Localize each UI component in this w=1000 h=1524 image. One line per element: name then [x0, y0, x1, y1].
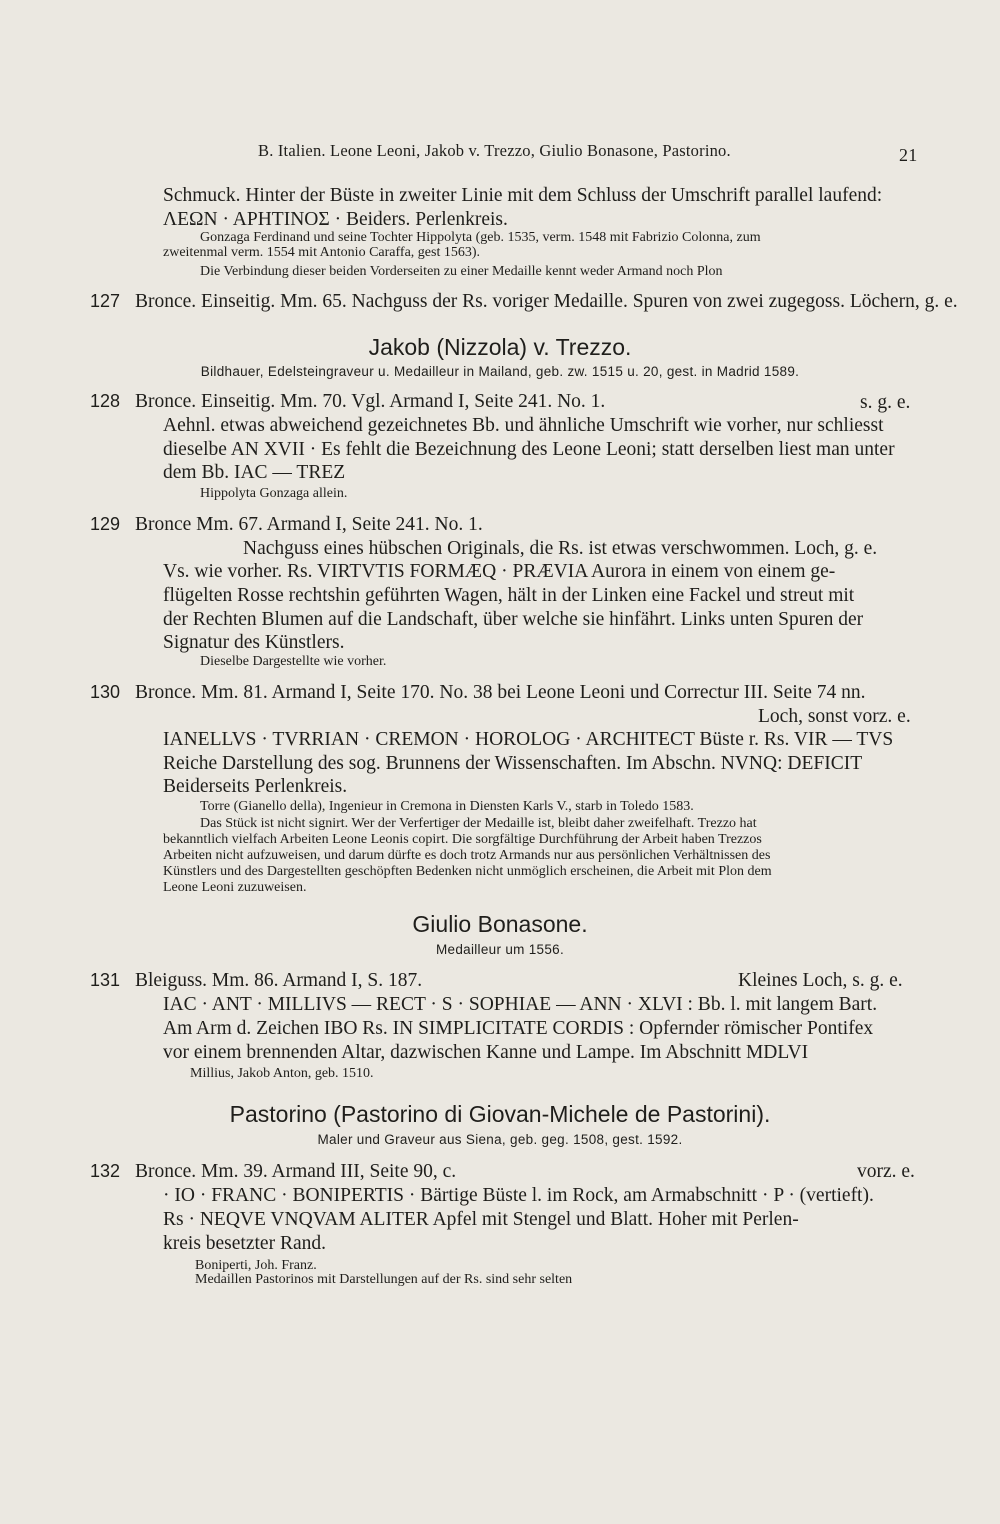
- entry-line: Am Arm d. Zeichen IBO Rs. IN SIMPLICITATE CORDIS : Opfernder römischer Pontifex: [163, 1018, 874, 1039]
- entry-line: Bronce. Mm. 81. Armand I, Seite 170. No. 38 bei Leone Leoni und Correctur III. Seite 74 nn.: [135, 682, 866, 703]
- entry-condition: s. g. e.: [860, 392, 911, 413]
- footnote-line: zweitenmal verm. 1554 mit Antonio Caraffa, gest 1563).: [163, 245, 481, 260]
- section-title: Jakob (Nizzola) v. Trezzo.: [368, 334, 632, 360]
- entry-line: IAC · ANT · MILLIVS — RECT · S · SOPHIAE — ANN · XLVI : Bb. l. mit langem Bart.: [163, 994, 878, 1015]
- footnote-line: Leone Leoni zuzuweisen.: [163, 880, 307, 895]
- entry-line: Bronce. Einseitig. Mm. 65. Nachguss der Rs. voriger Medaille. Spuren von zwei zugegoss. Löchern, g. e.: [135, 291, 958, 312]
- entry-line: vor einem brennenden Altar, dazwischen Kanne und Lampe. Im Abschnitt MDLVI: [163, 1042, 809, 1063]
- intro-line: ΛΕΩΝ · ΑΡΗΤΙΝΟΣ · Beiders. Perlenkreis.: [163, 209, 508, 230]
- footnote-line: Medaillen Pastorinos mit Darstellungen auf der Rs. sind sehr selten: [195, 1272, 573, 1287]
- footnote-line: Arbeiten nicht aufzuweisen, und darum dürfte es doch trotz Armands nur aus persönlichen Verhältnissen des: [163, 848, 771, 863]
- footnote-line: Hippolyta Gonzaga allein.: [200, 486, 348, 501]
- entry-line: Reiche Darstellung des sog. Brunnens der Wissenschaften. Im Abschn. NVNQ: DEFICIT: [163, 753, 863, 774]
- running-title: B. Italien. Leone Leoni, Jakob v. Trezzo, Giulio Bonasone, Pastorino.: [258, 141, 731, 160]
- footnote-line: Millius, Jakob Anton, geb. 1510.: [190, 1066, 374, 1081]
- intro-line: Schmuck. Hinter der Büste in zweiter Linie mit dem Schluss der Umschrift parallel laufend:: [163, 185, 883, 206]
- entry-condition: vorz. e.: [857, 1161, 915, 1182]
- entry-line: Bleiguss. Mm. 86. Armand I, S. 187.: [135, 970, 423, 991]
- entry-condition: Kleines Loch, s. g. e.: [738, 970, 903, 991]
- entry-number: 131: [90, 970, 121, 990]
- entry-number: 129: [90, 514, 121, 534]
- footnote-line: Torre (Gianello della), Ingenieur in Cremona in Diensten Karls V., starb in Toledo 1583.: [200, 799, 694, 814]
- entry-condition: Loch, sonst vorz. e.: [758, 706, 911, 727]
- entry-line: Bronce. Einseitig. Mm. 70. Vgl. Armand I, Seite 241. No. 1.: [135, 391, 606, 412]
- footnote-line: Die Verbindung dieser beiden Vorderseiten zu einer Medaille kennt weder Armand noch Plon: [200, 264, 723, 279]
- entry-line: Rs · NEQVE VNQVAM ALITER Apfel mit Stengel und Blatt. Hoher mit Perlen-: [163, 1209, 799, 1230]
- entry-line: Vs. wie vorher. Rs. VIRTVTIS FORMÆQ · PRÆVIA Aurora in einem von einem ge-: [163, 561, 836, 582]
- entry-line: Signatur des Künstlers.: [163, 632, 345, 653]
- section-title: Pastorino (Pastorino di Giovan-Michele de Pastorini).: [229, 1101, 771, 1127]
- entry-line: Beiderseits Perlenkreis.: [163, 776, 348, 797]
- entry-line: der Rechten Blumen auf die Landschaft, über welche sie hinfährt. Links unten Spuren der: [163, 609, 864, 630]
- section-subtitle: Bildhauer, Edelsteingraveur u. Medailleur in Mailand, geb. zw. 1515 u. 20, gest. in Madrid 1589.: [200, 364, 800, 379]
- entry-line: dieselbe AN XVII · Es fehlt die Bezeichnung des Leone Leoni; statt derselben liest man unter: [163, 439, 895, 460]
- footnote-line: Das Stück ist nicht signirt. Wer der Verfertiger der Medaille ist, bleibt daher zweifelhaft. Trezzo hat: [200, 816, 757, 831]
- page-number: 21: [899, 145, 918, 165]
- footnote-line: Dieselbe Dargestellte wie vorher.: [200, 654, 387, 669]
- entry-line: Bronce Mm. 67. Armand I, Seite 241. No. 1.: [135, 514, 483, 535]
- entry-line: IANELLVS · TVRRIAN · CREMON · HOROLOG · ARCHITECT Büste r. Rs. VIR — TVS: [163, 729, 894, 750]
- entry-line: Nachguss eines hübschen Originals, die Rs. ist etwas verschwommen. Loch, g. e.: [243, 538, 878, 559]
- entry-line: flügelten Rosse rechtshin geführten Wagen, hält in der Linken eine Fackel und streut mit: [163, 585, 855, 606]
- entry-number: 128: [90, 391, 121, 411]
- entry-line: kreis besetzter Rand.: [163, 1233, 326, 1254]
- entry-number: 132: [90, 1161, 121, 1181]
- entry-line: · IO · FRANC · BONIPERTIS · Bärtige Büste l. im Rock, am Armabschnitt · P · (vertieft).: [163, 1185, 874, 1206]
- entry-line: dem Bb. IAC — TREZ: [163, 462, 346, 483]
- entry-number: 127: [90, 291, 121, 311]
- footnote-line: Künstlers und des Dargestellten geschöpften Bedenken nicht unmöglich erscheinen, die Arbeit mit Plon dem: [163, 864, 772, 879]
- footnote-line: Gonzaga Ferdinand und seine Tochter Hippolyta (geb. 1535, verm. 1548 mit Fabrizio Colonna, zum: [200, 230, 761, 245]
- section-title: Giulio Bonasone.: [412, 911, 588, 937]
- entry-line: Bronce. Mm. 39. Armand III, Seite 90, c.: [135, 1161, 457, 1182]
- entry-line: Aehnl. etwas abweichend gezeichnetes Bb. und ähnliche Umschrift wie vorher, nur schliesst: [163, 415, 884, 436]
- footnote-line: bekanntlich vielfach Arbeiten Leone Leonis copirt. Die sorgfältige Durchführung der Arbeit haben Trezzos: [163, 832, 762, 847]
- entry-number: 130: [90, 682, 121, 702]
- section-subtitle: Medailleur um 1556.: [435, 942, 565, 957]
- section-subtitle: Maler und Graveur aus Siena, geb. geg. 1508, gest. 1592.: [317, 1132, 683, 1147]
- footnote-line: Boniperti, Joh. Franz.: [195, 1258, 317, 1273]
